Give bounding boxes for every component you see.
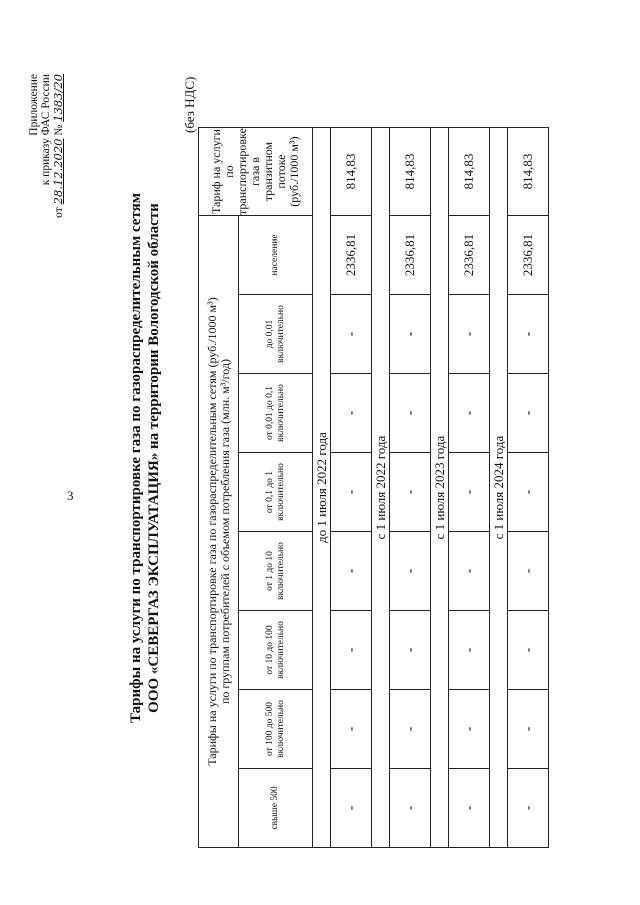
header-main-text: Тарифы на услуги по транспортировке газа по газораспределительным сетям (руб./1000 м³) [204,297,219,766]
table-cell: 2336,81 [508,216,549,295]
table-cell: - [449,769,490,848]
col-header: от 0,1 до 1 включительно [239,453,313,532]
col-header: от 10 до 100 включительно [239,611,313,690]
appendix-number: 1383/20 [51,74,65,122]
table-cell: - [449,532,490,611]
table-row [331,128,372,848]
table-cell: 2336,81 [331,216,372,295]
table-cell: - [449,374,490,453]
table-cell: - [449,453,490,532]
document-title-line1: Тарифы на услуги по транспортировке газа по газораспределительным сетям [128,193,144,723]
table-cell: - [508,769,549,848]
appendix-order-line: к приказу ФАС России [40,74,52,186]
period-row-label: до 1 июля 2022 года [313,128,331,848]
table-cell: - [508,611,549,690]
table-row [449,128,490,848]
header-sub-text: по группам потребителей с объемом потребления газа (млн. м³/год) [217,358,232,705]
table-cell: - [508,295,549,374]
vat-note: (без НДС) [182,76,197,133]
table-header-main [199,216,239,848]
table-cell: - [331,295,372,374]
table-cell: - [331,611,372,690]
period-row-label: с 1 июля 2022 года [372,128,390,848]
table-cell: - [331,453,372,532]
document-title-line2: ООО «СЕВЕРГАЗ ЭКСПЛУАТАЦИЯ» на территории Вологодской области [146,203,162,713]
col-header: от 100 до 500 включительно [239,690,313,769]
table-cell: 814,83 [449,128,490,216]
table-cell: - [390,532,431,611]
tariff-table [198,127,549,848]
table-cell: - [390,295,431,374]
table-cell: 814,83 [390,128,431,216]
table-cell: 814,83 [508,128,549,216]
table-cell: - [508,532,549,611]
col-header: до 0,01 включительно [239,295,313,374]
period-row-label: с 1 июля 2024 года [490,128,508,848]
transit-header: Тариф на услуги по транспортировке газа в транзитном потоке (руб./1000 м³) [199,128,313,216]
table-cell: 2336,81 [390,216,431,295]
col-header: население [239,216,313,295]
col-header: от 1 до 10 включительно [239,532,313,611]
table-cell: - [390,453,431,532]
table-cell: - [331,769,372,848]
col-header: свыше 500 [239,769,313,848]
table-row [508,128,549,848]
appendix-number-prefix: № [53,124,65,136]
rotated-page-content [28,0,628,848]
table-cell: 814,83 [331,128,372,216]
table-cell: - [390,769,431,848]
table-cell: - [390,611,431,690]
table-cell: - [508,453,549,532]
col-header: от 0,01 до 0,1 включительно [239,374,313,453]
table-cell: - [508,374,549,453]
table-cell: 2336,81 [449,216,490,295]
table-row [390,128,431,848]
table-cell: - [331,690,372,769]
appendix-date: 28.12.2020 [51,138,65,205]
appendix-from-prefix: от [53,207,65,218]
table-cell: - [390,690,431,769]
table-cell: - [508,690,549,769]
appendix-date-number [52,74,65,244]
table-cell: - [449,611,490,690]
appendix-title: Приложение [28,74,40,136]
table-cell: - [449,295,490,374]
period-row-label: с 1 июля 2023 года [431,128,449,848]
page-number: 3 [67,488,74,503]
table-cell: - [449,690,490,769]
table-cell: - [390,374,431,453]
table-cell: - [331,532,372,611]
table-cell: - [331,374,372,453]
